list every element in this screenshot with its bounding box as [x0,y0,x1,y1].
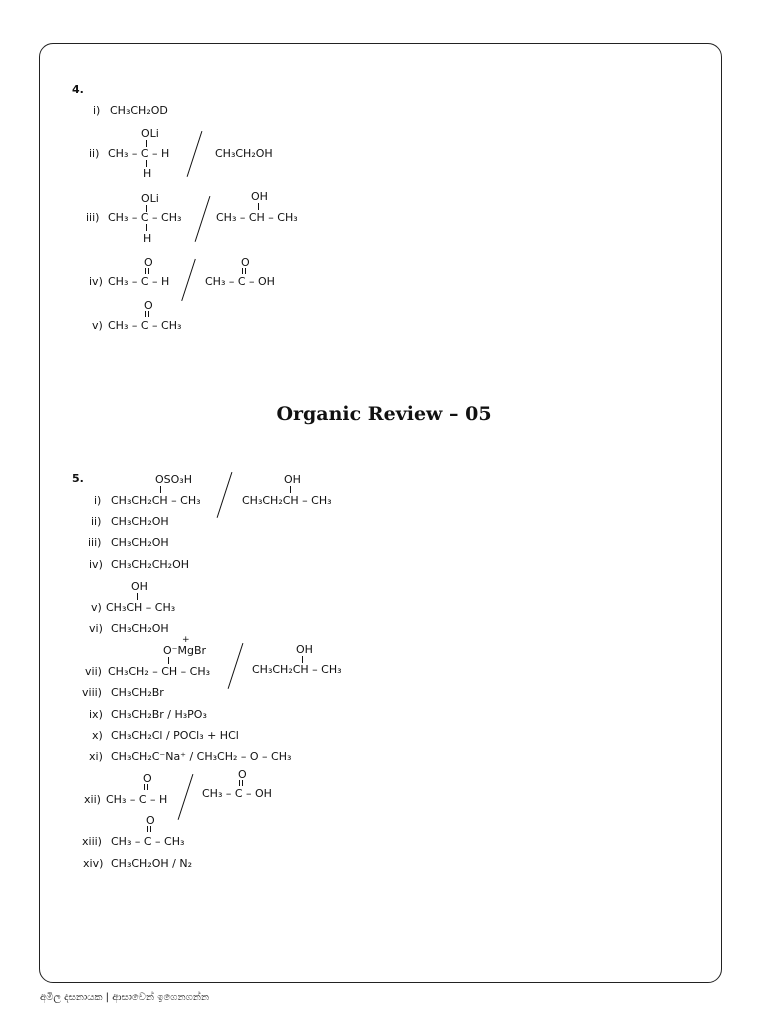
q4-v-formula: CH₃ – C – CH₃ [108,319,182,332]
q4-ii-top: OLi [141,127,159,140]
q4-ii-bond-down [146,160,147,167]
q4-ii-alt: CH₃CH₂OH [215,147,273,160]
q5-xii-top: O [143,772,152,785]
q5-i-alt-top: OH [284,473,301,486]
q5-v-bond [137,593,138,600]
q4-iii-label: iii) [86,211,100,224]
q4-ii-label: ii) [89,147,100,160]
q5-v-label: v) [91,601,102,614]
question-4-number: 4. [72,83,84,96]
q4-iii-top: OLi [141,192,159,205]
q5-i-alt: CH₃CH₂CH – CH₃ [242,494,332,507]
q4-v-label: v) [92,319,103,332]
q4-iii-bottom: H [143,232,152,245]
q4-iv-formula: CH₃ – C – H [108,275,170,288]
q5-xiii-top: O [146,814,155,827]
q5-xii-alt: CH₃ – C – OH [202,787,272,800]
q5-vii-alt-top: OH [296,643,313,656]
q5-vii-top: O⁻MgBr [163,644,207,657]
q5-iii-formula: CH₃CH₂OH [111,536,169,549]
q5-iv-formula: CH₃CH₂CH₂OH [111,558,190,571]
q5-ii-formula: CH₃CH₂OH [111,515,169,528]
q5-xii-double-bond [144,784,148,790]
q5-xiii-double-bond [147,826,151,832]
q5-vii-bond [168,657,169,664]
q4-i-formula: CH₃CH₂OD [110,104,168,117]
q5-i-alt-bond [290,486,291,493]
q5-xii-alt-top: O [238,768,247,781]
q5-ii-label: ii) [91,515,102,528]
q4-ii-bottom: H [143,167,152,180]
q4-ii-formula: CH₃ – C – H [108,147,170,160]
q4-iv-top: O [144,256,153,269]
q4-iv-double-bond [145,268,149,274]
q5-xii-alt-double-bond [239,780,243,786]
q4-v-double-bond [145,311,149,317]
q4-iii-alt-top: OH [251,190,268,203]
q5-x-label: x) [92,729,103,742]
q4-v-top: O [144,299,153,312]
q4-iii-alt-bond [258,203,259,210]
q5-iv-label: iv) [89,558,103,571]
q5-xiii-label: xiii) [82,835,102,848]
q5-xiv-formula: CH₃CH₂OH / N₂ [111,857,192,870]
q5-i-bond [160,486,161,493]
q5-xi-label: xi) [89,750,103,763]
q5-viii-label: viii) [82,686,102,699]
q5-xii-formula: CH₃ – C – H [106,793,168,806]
q4-iv-alt-top: O [241,256,250,269]
footer-author: අමිල දසනායක | ආසාවෙන් ඉගෙනගන්න [40,992,209,1003]
q5-i-top: OSO₃H [155,473,192,486]
q5-vii-alt-bond [302,656,303,663]
q5-xi-formula: CH₃CH₂C⁻Na⁺ / CH₃CH₂ – O – CH₃ [111,750,292,763]
q4-iii-alt: CH₃ – CH – CH₃ [216,211,298,224]
q4-i-label: i) [93,104,101,117]
q5-i-formula: CH₃CH₂CH – CH₃ [111,494,201,507]
page-title: Organic Review – 05 [276,403,492,425]
q5-v-formula: CH₃CH – CH₃ [106,601,176,614]
q5-iii-label: iii) [88,536,102,549]
q4-iii-bond-down [146,224,147,231]
q5-v-top: OH [131,580,148,593]
q4-iv-alt: CH₃ – C – OH [205,275,275,288]
q5-xiii-formula: CH₃ – C – CH₃ [111,835,185,848]
q5-x-formula: CH₃CH₂Cl / POCl₃ + HCl [111,729,239,742]
q5-vii-alt: CH₃CH₂CH – CH₃ [252,663,342,676]
q5-vi-formula: CH₃CH₂OH [111,622,169,635]
q5-xiv-label: xiv) [83,857,104,870]
q5-vi-label: vi) [89,622,103,635]
q4-ii-bond-up [146,140,147,147]
question-5-number: 5. [72,472,84,485]
q5-ix-label: ix) [89,708,103,721]
q4-iii-formula: CH₃ – C – CH₃ [108,211,182,224]
q4-iv-alt-double-bond [242,268,246,274]
q5-viii-formula: CH₃CH₂Br [111,686,164,699]
q5-vii-formula: CH₃CH₂ – CH – CH₃ [108,665,211,678]
q5-i-label: i) [94,494,102,507]
q5-vii-label: vii) [85,665,102,678]
q4-iv-label: iv) [89,275,103,288]
q5-xii-label: xii) [84,793,101,806]
q5-ix-formula: CH₃CH₂Br / H₃PO₃ [111,708,207,721]
q5-vii-plus: + [182,635,190,645]
